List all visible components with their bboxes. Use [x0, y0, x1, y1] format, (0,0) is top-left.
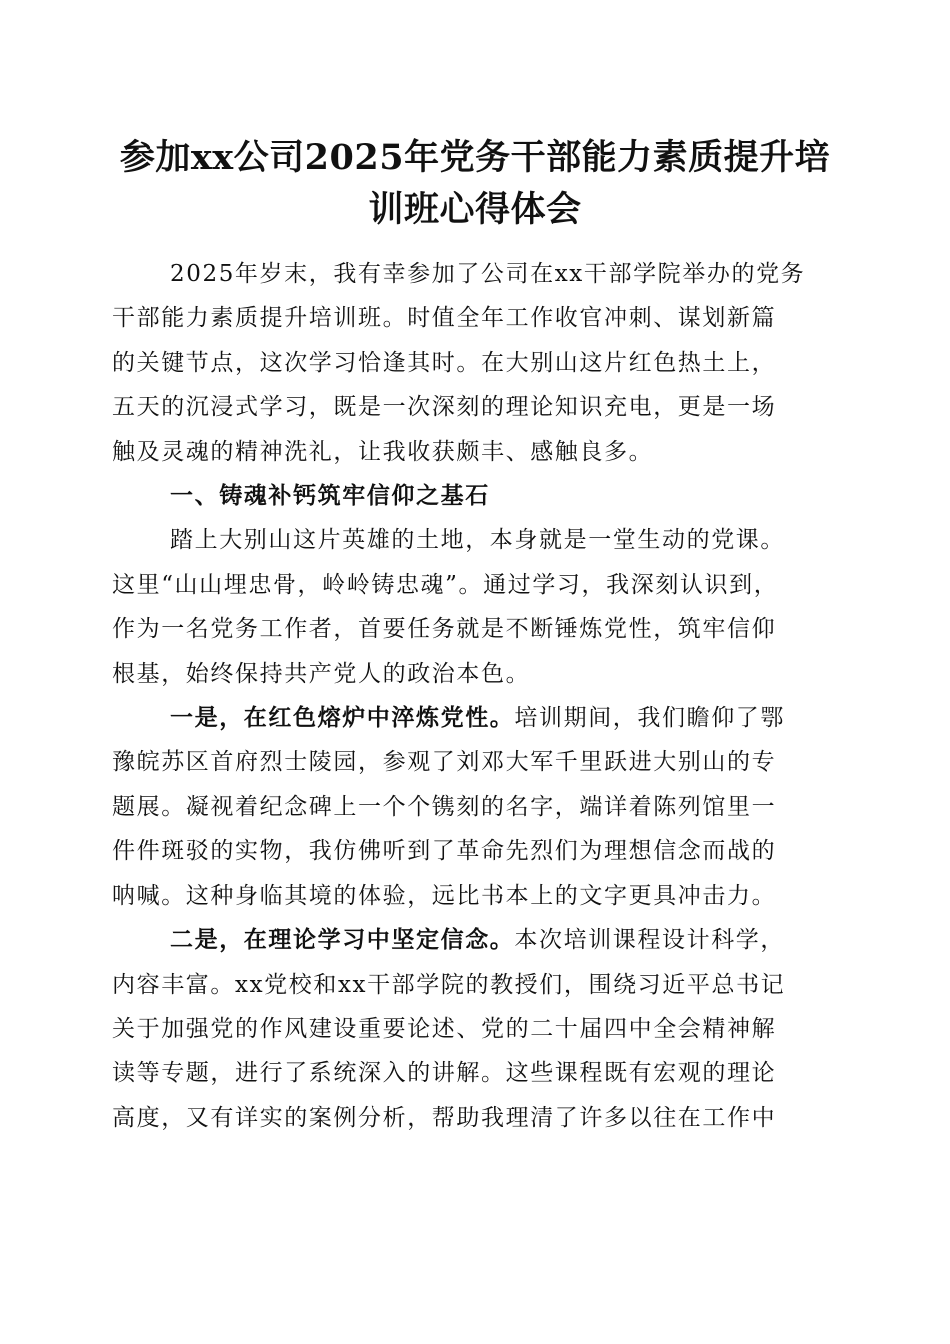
text-line: 豫皖苏区首府烈士陵园，参观了刘邓大军千里跃进大别山的专 [112, 749, 777, 776]
text-line: 2025年岁末，我有幸参加了公司在xx干部学院举办的党务 [170, 261, 806, 287]
text-line: 根基，始终保持共产党人的政治本色。 [112, 660, 531, 687]
text-line: 内容丰富。xx党校和xx干部学院的教授们，围绕习近平总书记 [112, 971, 786, 998]
text-line: 呐喊。这种身临其境的体验，远比书本上的文字更具冲击力。 [112, 882, 777, 909]
point-lead: 一是，在红色熔炉中淬炼党性。 [170, 704, 515, 732]
paragraph-section-intro [112, 518, 842, 696]
paragraph-point-one [112, 696, 842, 918]
text-line: 件件斑驳的实物，我仿佛听到了革命先烈们为理想信念而战的 [112, 838, 777, 865]
point-lead: 二是，在理论学习中坚定信念。 [170, 926, 515, 954]
text-line [112, 918, 842, 962]
point-text: 培训期间，我们瞻仰了鄂 [514, 705, 786, 732]
text-line: 五天的沉浸式学习，既是一次深刻的理论知识充电，更是一场 [112, 394, 777, 421]
text-line: 干部能力素质提升培训班。时值全年工作收官冲刺、谋划新篇 [112, 305, 777, 332]
text-line: 触及灵魂的精神洗礼，让我收获颇丰、感触良多。 [112, 438, 654, 465]
title-line-1: 参加xx公司2025年党务干部能力素质提升培 [119, 137, 831, 178]
text-line: 作为一名党务工作者，首要任务就是不断锤炼党性，筑牢信仰 [112, 616, 777, 643]
text-line: 高度，又有详实的案例分析，帮助我理清了许多以往在工作中 [112, 1104, 777, 1131]
paragraph-point-two [112, 918, 842, 1140]
section-heading-text: 一、铸魂补钙筑牢信仰之基石 [170, 483, 490, 510]
text-line: 读等专题，进行了系统深入的讲解。这些课程既有宏观的理论 [112, 1060, 777, 1087]
title-line-2: 训班心得体会 [368, 189, 582, 230]
text-line: 题展。凝视着纪念碑上一个个镌刻的名字，端详着陈列馆里一 [112, 793, 777, 820]
document-title [110, 132, 840, 236]
paragraph-intro [112, 252, 842, 474]
text-line: 这里“山山埋忠骨，岭岭铸忠魂”。通过学习，我深刻认识到， [112, 571, 779, 598]
text-line: 关于加强党的作风建设重要论述、党的二十届四中全会精神解 [112, 1015, 777, 1042]
section-heading [112, 474, 842, 518]
text-line: 的关键节点，这次学习恰逢其时。在大别山这片红色热土上， [112, 349, 777, 376]
text-line [112, 696, 842, 740]
text-line: 踏上大别山这片英雄的土地，本身就是一堂生动的党课。 [170, 527, 785, 554]
point-text: 本次培训课程设计科学， [514, 927, 786, 954]
document-body [112, 252, 842, 1140]
